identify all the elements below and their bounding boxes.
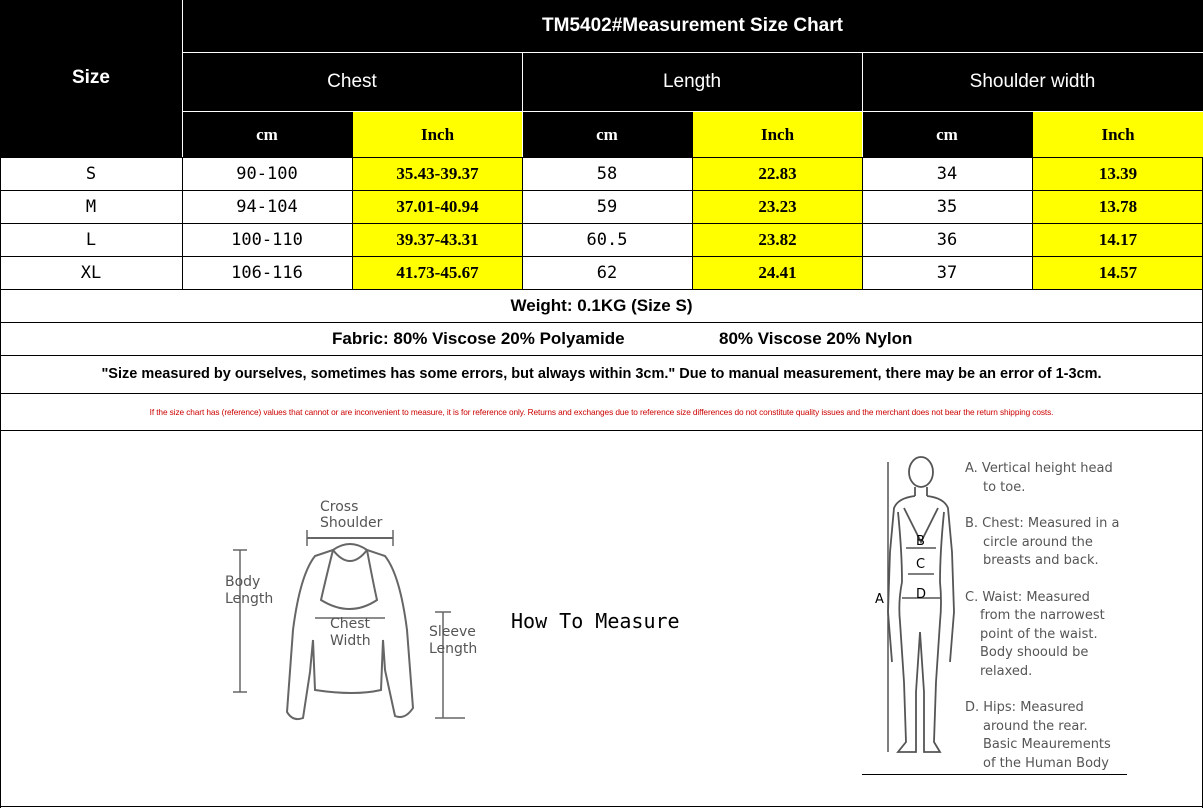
measure-note-row [0,355,1203,393]
shoulder-cm-cell: 37 [936,262,958,283]
sweater-diagram [215,490,490,730]
shoulder-inch-cell: 13.78 [1098,196,1138,216]
chest-width-label-1: Chest [330,616,371,632]
legend-item [965,589,1135,682]
legend-item-line: circle around the [983,534,1093,550]
fabric-row [0,322,1203,355]
body-length-label-1: Body [225,574,261,590]
size-cell: L [85,229,97,250]
legend-item [965,699,1135,773]
length-cm-cell: 58 [596,163,618,184]
how-to-measure-heading: How To Measure [511,609,680,633]
legend-item [965,515,1135,571]
legend-item-line: point of the waist. [980,626,1098,642]
shoulder-cm-cell: 35 [936,196,958,217]
legend-item-line: from the narrowest [980,608,1105,623]
length-group-header: Length [522,52,862,112]
size-cell: XL [80,262,102,283]
shoulder-inch-header: Inch [1033,112,1203,157]
body-label-a: A [875,592,884,607]
legend-item [965,460,1135,497]
shoulder-cm-header: cm [862,112,1032,157]
legend-item-line: of the Human Body [983,755,1109,771]
table-row [0,157,1203,190]
legend-item-line: relaxed. [980,663,1033,679]
chest-inch-cell: 37.01-40.94 [396,196,479,216]
chest-inch-cell: 35.43-39.37 [396,163,479,183]
chest-inch-header: Inch [353,112,522,157]
chest-inch-cell: 39.37-43.31 [396,229,479,249]
chest-cm-cell: 100-110 [231,229,303,250]
length-cm-cell: 59 [596,196,618,217]
table-row [0,190,1203,223]
chest-width-label-2: Width [330,633,371,649]
disclaimer-text: If the size chart has (reference) values that cannot or are inconvenient to measure, it is for reference only. Returns and exchanges due to reference size differences do not constitute quality issues and the merchant does not bear the return shipping costs. [149,406,1054,417]
length-cm-header: cm [522,112,692,157]
fabric-translation: 80% Viscose 20% Nylon [719,329,913,348]
chest-cm-cell: 106-116 [231,262,303,283]
measure-legend [965,460,1135,773]
body-label-b: B [916,534,925,549]
chest-cm-cell: 90-100 [236,163,298,184]
weight-row [0,289,1203,322]
body-length-label-2: Length [225,591,274,607]
shoulder-inch-cell: 13.39 [1098,163,1138,183]
chest-group-header: Chest [182,52,522,112]
cross-shoulder-label-1: Cross [320,499,359,515]
length-inch-header: Inch [693,112,862,157]
size-column-header: Size [0,0,182,157]
shoulder-inch-cell: 14.57 [1098,262,1138,282]
length-cm-cell: 62 [596,262,618,283]
size-cell: M [85,196,97,217]
legend-item-line: to toe. [983,479,1026,495]
legend-item-line: around the rear. [983,718,1088,734]
table-row [0,223,1203,256]
length-cm-cell: 60.5 [586,229,628,250]
chest-cm-cell: 94-104 [236,196,298,217]
legend-item-head: B. Chest: Measured in a [965,516,1120,531]
legend-item-line: Basic Meaurements [983,737,1111,752]
legend-item-line: Body shoould be [980,645,1089,660]
table-title: TM5402#Measurement Size Chart [182,0,1203,52]
chest-inch-cell: 41.73-45.67 [396,262,479,282]
body-label-d: D [916,587,927,602]
shoulder-inch-cell: 14.17 [1098,229,1138,249]
measure-note-text: "Size measured by ourselves, sometimes has some errors, but always within 3cm." Due to manual measurement, there may be an error of 1-3cm. [101,366,1102,382]
table-row [0,256,1203,289]
body-diagram [868,452,958,762]
size-cell: S [85,163,97,184]
disclaimer-row [0,393,1203,430]
legend-item-head: A. Vertical height head [965,461,1113,476]
chest-cm-header: cm [182,112,352,157]
sleeve-length-label-2: Length [429,641,478,657]
sleeve-length-label-1: Sleeve [429,624,476,640]
shoulder-cm-cell: 34 [936,163,958,184]
cross-shoulder-label-2: Shoulder [320,515,383,531]
fabric-text: Fabric: 80% Viscose 20% Polyamide [332,329,625,348]
shoulder-cm-cell: 36 [936,229,958,250]
body-label-c: C [916,557,926,572]
shoulder-group-header: Shoulder width [862,52,1203,112]
legend-item-line: breasts and back. [983,553,1099,568]
legend-item-head: C. Waist: Measured [965,589,1090,605]
length-inch-cell: 23.82 [758,229,797,249]
weight-text: Weight: 0.1KG (Size S) [510,295,693,315]
length-inch-cell: 24.41 [758,262,797,282]
legend-item-head: D. Hips: Measured [965,700,1084,715]
length-inch-cell: 23.23 [758,196,797,216]
length-inch-cell: 22.83 [758,163,797,183]
